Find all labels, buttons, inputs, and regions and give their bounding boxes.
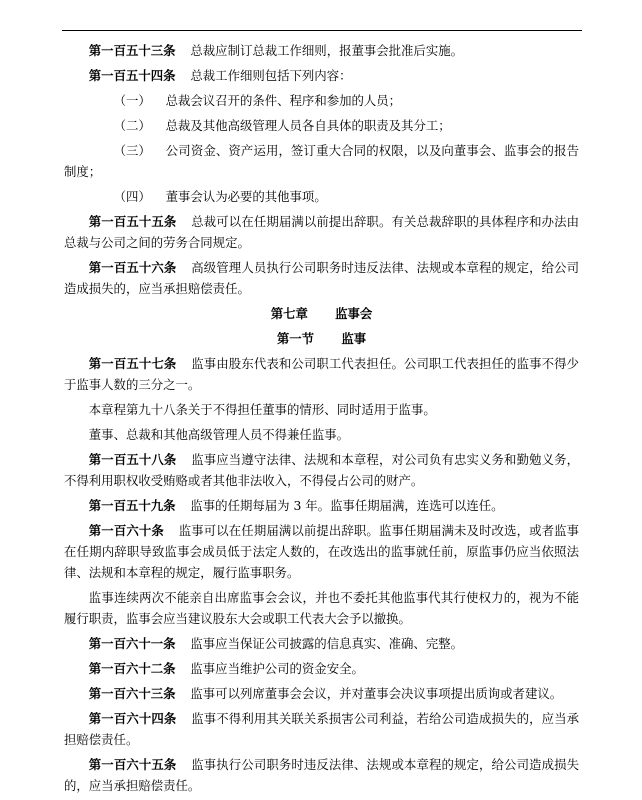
list-item-text: 公司资金、资产运用，签订重大合同的权限，以及向董事会、监事会的报告制度； [64,143,579,179]
article-text: 监事的任期每届为 3 年。监事任期届满，连选可以连任。 [190,498,504,513]
article-number: 第一百五十五条 [88,214,177,229]
article-paragraph [64,65,579,86]
list-item [64,186,579,207]
article-paragraph [64,754,579,796]
article-number: 第一百六十条 [88,523,164,538]
article-number: 第一百五十六条 [88,260,177,275]
article-paragraph [64,495,579,516]
article-paragraph [64,211,579,253]
list-item-number: （三） [113,143,151,158]
list-item [64,115,579,136]
article-text: 董事、总裁和其他高级管理人员不得兼任监事。 [88,427,349,442]
article-paragraph [64,633,579,654]
article-number: 第一百五十九条 [88,498,176,513]
section-heading [64,328,579,349]
article-text: 监事应当保证公司披露的信息真实、准确、完整。 [190,636,463,651]
article-number: 第一百六十二条 [88,661,176,676]
article-paragraph [64,353,579,395]
heading-part: 监事会 [335,306,373,321]
article-text: 总裁可以在任期届满以前提出辞职。有关总裁辞职的具体程序和办法由总裁与公司之间的劳务合同规定。 [64,214,580,250]
article-number: 第一百五十四条 [88,68,176,83]
article-paragraph [64,449,579,491]
article-number: 第一百六十三条 [88,686,176,701]
article-paragraph [64,257,579,299]
article-text: 监事不得利用其关联关系损害公司利益，若给公司造成损失的，应当承担赔偿责任。 [64,711,580,747]
article-text: 监事由股东代表和公司职工代表担任。公司职工代表担任的监事不得少于监事人数的三分之一。 [64,356,580,392]
list-item-number: （四） [113,189,151,204]
heading-part: 第七章 [270,306,308,321]
paragraph [64,424,579,445]
article-number: 第一百五十三条 [88,43,176,58]
article-text: 监事应当遵守法律、法规和本章程，对公司负有忠实义务和勤勉义务，不得利用职权收受贿赂或者其他非法收入，不得侵占公司的财产。 [64,452,580,488]
article-number: 第一百六十一条 [88,636,176,651]
list-item [64,90,579,111]
section-heading [64,303,579,324]
article-text: 高级管理人员执行公司职务时违反法律、法规或本章程的规定，给公司造成损失的，应当承担赔偿责任。 [64,260,580,296]
article-paragraph [64,658,579,679]
article-paragraph [64,708,579,750]
document-body [64,40,579,800]
list-item [64,140,579,182]
article-text: 监事连续两次不能亲自出席监事会会议，并也不委托其他监事代其行使权力的，视为不能履行职责，监事会应当建议股东大会或职工代表大会予以撤换。 [64,590,579,626]
article-text: 监事执行公司职务时违反法律、法规或本章程的规定，给公司造成损失的，应当承担赔偿责任。 [64,757,580,793]
article-text: 监事应当维护公司的资金安全。 [190,661,364,676]
list-item-number: （二） [113,118,151,133]
list-item-text: 董事会认为必要的其他事项。 [165,189,327,204]
list-item-text: 总裁会议召开的条件、程序和参加的人员； [165,93,402,108]
header-rule [62,30,582,31]
article-number: 第一百五十八条 [88,452,177,467]
article-number: 第一百六十四条 [88,711,177,726]
paragraph [64,587,579,629]
paragraph [64,399,579,420]
list-item-text: 总裁及其他高级管理人员各自具体的职责及其分工； [165,118,451,133]
article-text: 本章程第九十八条关于不得担任董事的情形、同时适用于监事。 [88,402,436,417]
article-text: 总裁应制订总裁工作细则，报董事会批准后实施。 [190,43,463,58]
article-paragraph [64,520,579,583]
article-text: 监事可以在任期届满以前提出辞职。监事任期届满未及时改选，或者监事在任期内辞职导致监事会成员低于法定人数的，在改选出的监事就任前，原监事仍应当依照法律、法规和本章程的规定，履行监事职务。 [64,523,580,580]
article-paragraph [64,683,579,704]
article-number: 第一百六十五条 [88,757,177,772]
heading-part: 第一节 [276,331,315,346]
heading-part: 监事 [341,331,367,346]
list-item-number: （一） [113,93,151,108]
article-paragraph [64,40,579,61]
article-text: 监事可以列席董事会会议，并对董事会决议事项提出质询或者建议。 [190,686,563,701]
article-number: 第一百五十七条 [88,356,177,371]
article-text: 总裁工作细则包括下列内容： [190,68,352,83]
